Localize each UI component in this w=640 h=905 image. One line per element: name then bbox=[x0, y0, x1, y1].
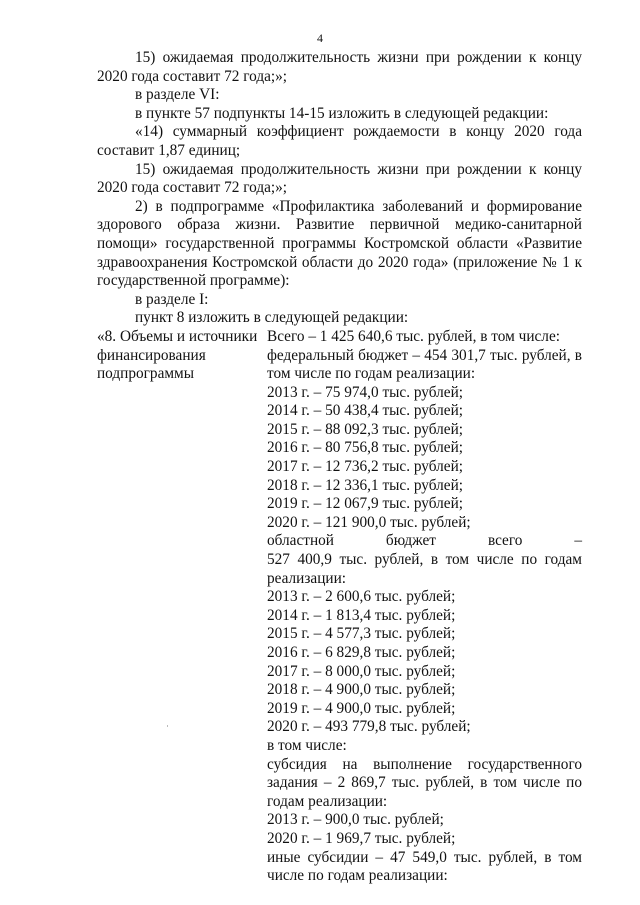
scan-speck bbox=[167, 725, 168, 727]
regional-budget-header bbox=[267, 532, 582, 551]
regional-year-2019: 2019 г. – 4 900,0 тыс. рублей; bbox=[267, 699, 456, 717]
federal-year-2013: 2013 г. – 75 974,0 тыс. рублей; bbox=[267, 383, 464, 401]
subsidy-state-task: субсидия на выполнение государственного задания – 2 869,7 тыс. рублей, в том числе по годам реализации: bbox=[267, 755, 582, 810]
funding-total: Всего – 1 425 640,6 тыс. рублей, в том числе: bbox=[267, 327, 560, 345]
funding-table bbox=[97, 328, 582, 886]
regional-year-2018: 2018 г. – 4 900,0 тыс. рублей; bbox=[267, 681, 456, 699]
federal-year-2020: 2020 г. – 121 900,0 тыс. рублей; bbox=[267, 513, 471, 531]
federal-year-2014: 2014 г. – 50 438,4 тыс. рублей; bbox=[267, 402, 464, 420]
regional-word-3: всего bbox=[487, 532, 523, 550]
paragraph-point-8: пункт 8 изложить в следующей редакции: bbox=[135, 309, 409, 327]
label-line: подпрограммы bbox=[97, 365, 195, 383]
regional-year-2013: 2013 г. – 2 600,6 тыс. рублей; bbox=[267, 588, 456, 606]
label-line: «8. Объемы и источники bbox=[97, 327, 258, 345]
subsidy-year-2013: 2013 г. – 900,0 тыс. рублей; bbox=[267, 811, 444, 829]
federal-budget-intro: федеральный бюджет – 454 301,7 тыс. рублей, в том числе по годам реализации: bbox=[267, 346, 582, 383]
federal-year-2016: 2016 г. – 80 756,8 тыс. рублей; bbox=[267, 439, 464, 457]
regional-word-1: областной bbox=[267, 532, 334, 550]
regional-year-2017: 2017 г. – 8 000,0 тыс. рублей; bbox=[267, 662, 456, 680]
federal-year-2015: 2015 г. – 88 092,3 тыс. рублей; bbox=[267, 420, 464, 438]
label-line: финансирования bbox=[97, 346, 206, 364]
paragraph-point-57: в пункте 57 подпункты 14-15 изложить в следующей редакции: bbox=[135, 104, 549, 122]
funding-table-values bbox=[267, 328, 582, 886]
regional-year-2015: 2015 г. – 4 577,3 тыс. рублей; bbox=[267, 625, 456, 643]
regional-year-2016: 2016 г. – 6 829,8 тыс. рублей; bbox=[267, 644, 456, 661]
subsidy-year-2020: 2020 г. – 1 969,7 тыс. рублей; bbox=[267, 829, 456, 847]
regional-word-2: бюджет bbox=[385, 532, 436, 550]
including-label: в том числе: bbox=[267, 736, 347, 754]
regional-word-4: – bbox=[574, 532, 582, 550]
paragraph-life-expectancy-1: 15) ожидаемая продолжительность жизни при рождении к концу 2020 года составит 72 года;»; bbox=[97, 49, 582, 85]
paragraph-life-expectancy-2: 15) ожидаемая продолжительность жизни при рождении к концу 2020 года составит 72 года;»; bbox=[97, 160, 582, 197]
paragraph-section-1: в разделе I: bbox=[135, 290, 209, 308]
federal-year-2019: 2019 г. – 12 067,9 тыс. рублей; bbox=[267, 495, 464, 513]
federal-year-2017: 2017 г. – 12 736,2 тыс. рублей; bbox=[267, 458, 464, 476]
funding-table-label bbox=[97, 328, 267, 886]
regional-budget-total: 527 400,9 тыс. рублей, в том числе по годам реализации: bbox=[267, 551, 582, 587]
federal-year-2018: 2018 г. – 12 336,1 тыс. рублей; bbox=[267, 476, 464, 494]
page-number: 4 bbox=[317, 31, 323, 45]
paragraph-section-6: в разделе VI: bbox=[135, 86, 220, 104]
document-body bbox=[97, 49, 582, 886]
paragraph-fertility-rate: «14) суммарный коэффициент рождаемости в концу 2020 года составит 1,87 единиц; bbox=[97, 123, 582, 159]
other-subsidies: иные субсидии – 47 549,0 тыс. рублей, в том числе по годам реализации: bbox=[267, 848, 582, 885]
regional-year-2014: 2014 г. – 1 813,4 тыс. рублей; bbox=[267, 606, 456, 624]
regional-year-2020: 2020 г. – 493 779,8 тыс. рублей; bbox=[267, 718, 471, 736]
paragraph-subprogram: 2) в подпрограмме «Профилактика заболеваний и формирование здорового образа жизни. Развитие первичной медико-санитарной помощи» государственной программы Костромской области «Развитие здравоохранения Костромской области до 2020 года» (приложение № 1 к государственной программе): bbox=[97, 197, 582, 290]
